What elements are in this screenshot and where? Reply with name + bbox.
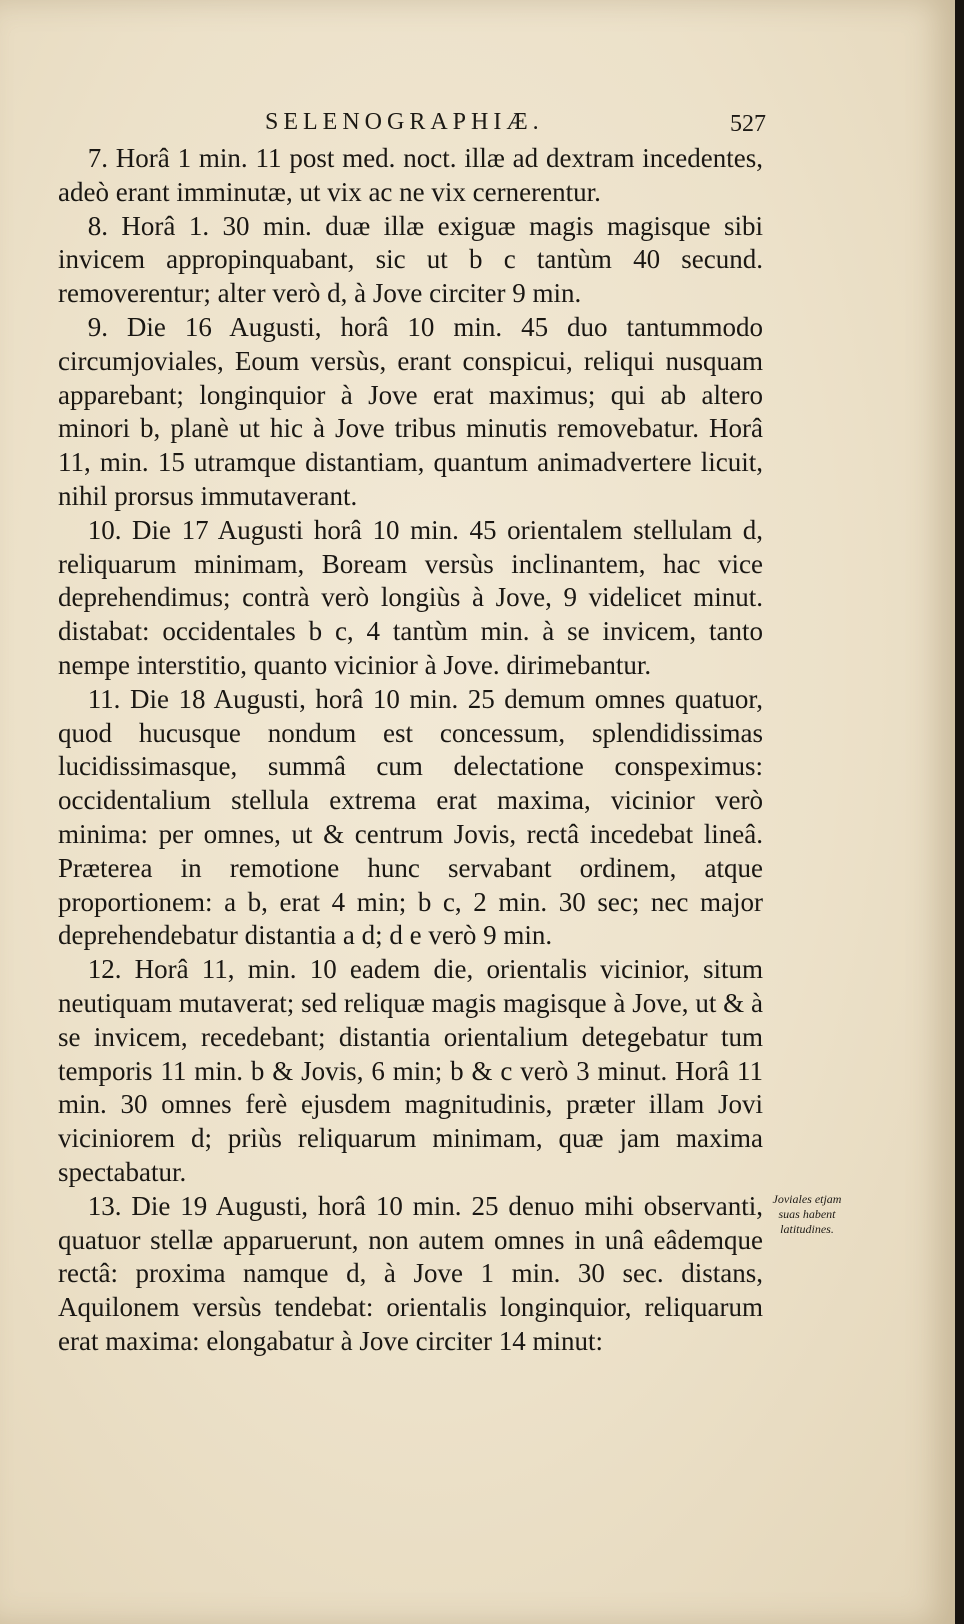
- page-edge: [955, 0, 964, 1624]
- running-title: SELENOGRAPHIÆ.: [265, 109, 544, 135]
- paragraph-10: 10. Die 17 Augusti horâ 10 min. 45 orientalem stellulam d, reliquarum minimam, Boream versùs inclinantem, hac vice deprehendimus; contrà verò longiùs à Jove, 9 videlicet minut. distabat: occidentales b c, 4 tantùm min. à se invicem, tanto nempe interstitio, quanto vicinior à Jove. dirimebantur.: [58, 514, 763, 680]
- paragraph-8: 8. Horâ 1. 30 min. duæ illæ exiguæ magis magisque sibi invicem appropinquabant, sic ut b c tantùm 40 secund. removerentur; alter verò d, à Jove circiter 9 min.: [58, 210, 763, 309]
- paragraph-9: 9. Die 16 Augusti, horâ 10 min. 45 duo tantummodo circumjoviales, Eoum versùs, erant conspicui, reliqui nusquam apparebant; longinquior à Jove erat maximus; qui ab altero minori b, planè ut hic à Jove tribus minutis removebatur. Horâ 11, min. 15 utramque distantiam, quantum animadvertere licuit, nihil prorsus immutaverant.: [58, 311, 763, 511]
- body-text: [58, 142, 763, 1359]
- paragraph-13: 13. Die 19 Augusti, horâ 10 min. 25 denuo mihi observanti, quatuor stellæ apparuerunt, non autem omnes in unâ eâdemque rectâ: proxima namque d, à Jove 1 min. 30 sec. distans, Aquilonem versùs tendebat: orientalis longinquior, reliquarum erat maxima: elongabatur à Jove circiter 14 minut:: [58, 1190, 763, 1356]
- paragraph-7: 7. Horâ 1 min. 11 post med. noct. illæ ad dextram incedentes, adeò erant imminutæ, ut vix ac ne vix cernerentur.: [58, 143, 763, 207]
- margin-note: Joviales etjam suas habent latitudines.: [772, 1192, 842, 1236]
- paragraph-11: 11. Die 18 Augusti, horâ 10 min. 25 demum omnes quatuor, quod hucusque nondum est concessum, splendidissimas lucidissimasque, summâ cum delectatione conspeximus: occidentalium stellula extrema erat maxima, vicinior verò minima: per omnes, ut & centrum Jovis, rectâ incedebat lineâ. Præterea in remotione hunc servabant ordinem, atque proportionem: a b, erat 4 min; b c, 2 min. 30 sec; nec major deprehendebatur distantia a d; d e verò 9 min.: [58, 683, 763, 951]
- paragraph-12: 12. Horâ 11, min. 10 eadem die, orientalis vicinior, situm neutiquam mutaverat; sed reliquæ magis magisque à Jove, ut & à se invicem, recedebant; distantia orientalium detegebatur tum temporis 11 min. b & Jovis, 6 min; b & c verò 3 minut. Horâ 11 min. 30 omnes ferè ejusdem magnitudinis, præter illam Jovi viciniorem d; priùs reliquarum minimam, quæ jam maxima spectabatur.: [58, 954, 763, 1187]
- running-head: [0, 104, 955, 140]
- page-number: 527: [730, 111, 766, 137]
